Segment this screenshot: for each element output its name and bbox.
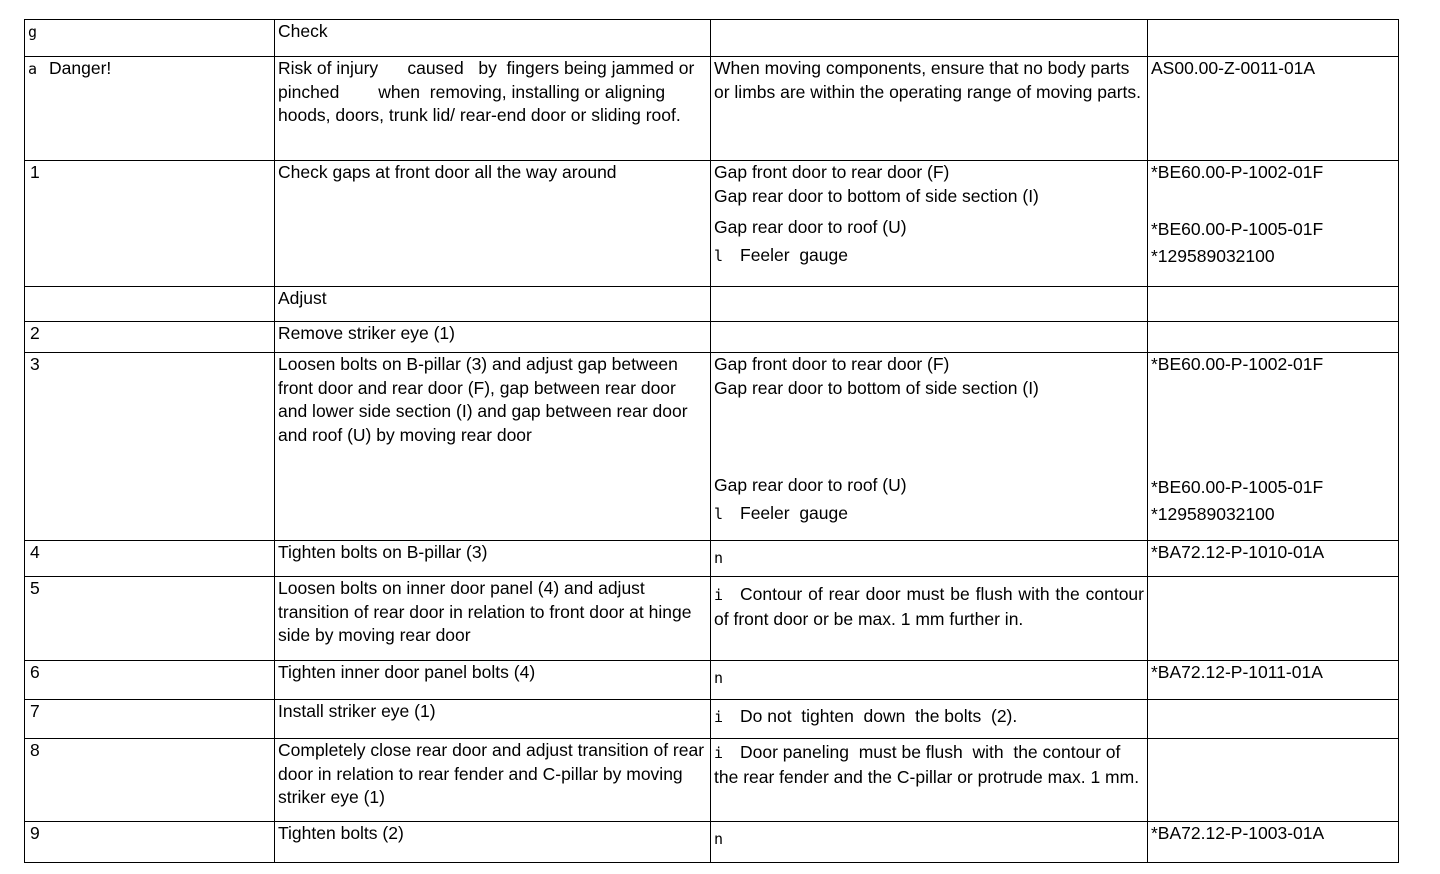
step-action: Remove striker eye (1) <box>278 323 455 343</box>
ref-cell <box>1148 322 1399 353</box>
ref-cell <box>1148 700 1399 739</box>
note-cell <box>711 161 1148 287</box>
document-reference: *BA72.12-P-1010-01A <box>1151 542 1325 562</box>
action-cell <box>275 322 711 353</box>
section-heading-check: Check <box>278 21 328 41</box>
note-cell <box>711 353 1148 541</box>
ref-cell <box>1148 541 1399 577</box>
document-reference: *BE60.00-P-1002-01F <box>1151 354 1324 374</box>
gap-note: Gap front door to rear door (F) <box>714 354 950 374</box>
step-action: Tighten bolts (2) <box>278 823 404 843</box>
table-row <box>25 700 1399 739</box>
note-cell <box>711 822 1148 863</box>
ref-cell <box>1148 661 1399 700</box>
step-number: 6 <box>30 662 40 682</box>
gap-note: Gap rear door to bottom of side section (I) <box>714 185 1039 206</box>
table-row <box>25 541 1399 577</box>
step-action: Tighten bolts on B-pillar (3) <box>278 542 488 562</box>
table-row <box>25 661 1399 700</box>
step-action: Completely close rear door and adjust transition of rear door in relation to rear fender and C-pillar by moving striker eye (1) <box>278 740 705 807</box>
action-cell <box>275 353 711 541</box>
info-note <box>714 583 1144 631</box>
tool-icon: l <box>714 246 724 265</box>
ref-cell <box>1148 287 1399 322</box>
table-row <box>25 577 1399 661</box>
document-reference: *BE60.00-P-1005-01F <box>1151 476 1324 497</box>
document-reference: *BA72.12-P-1011-01A <box>1151 662 1323 682</box>
ref-cell <box>1148 353 1399 541</box>
table-row <box>25 287 1399 322</box>
ref-cell <box>1148 739 1399 822</box>
tool-part-number: *129589032100 <box>1151 246 1275 266</box>
tool-line <box>714 244 1144 269</box>
action-cell <box>275 57 711 161</box>
action-cell <box>275 20 711 57</box>
ref-cell <box>1148 161 1399 287</box>
table-row <box>25 20 1399 57</box>
step-number: 4 <box>30 542 40 562</box>
step-action: Loosen bolts on B-pillar (3) and adjust gap between front door and rear door (F), gap between rear door and lower side section (I) and gap between rear door and roof (U) by moving rear door <box>278 354 688 445</box>
ref-cell <box>1148 57 1399 161</box>
info-icon: i <box>714 708 724 726</box>
tool-name: Feeler gauge <box>740 502 848 523</box>
ref-cell <box>1148 822 1399 863</box>
note-cell <box>711 739 1148 822</box>
symbol-cell <box>25 20 275 57</box>
table-row <box>25 353 1399 541</box>
action-cell <box>275 287 711 322</box>
note-cell <box>711 541 1148 577</box>
info-note <box>714 741 1144 789</box>
check-icon: g <box>28 23 38 41</box>
step-action: Tighten inner door panel bolts (4) <box>278 662 536 682</box>
info-icon: i <box>714 586 724 604</box>
action-cell <box>275 661 711 700</box>
symbol-cell <box>25 57 275 161</box>
step-cell <box>25 661 275 700</box>
step-action: Check gaps at front door all the way around <box>278 162 617 182</box>
note-cell <box>711 661 1148 700</box>
tool-icon: l <box>714 504 724 523</box>
danger-note: When moving components, ensure that no body parts or limbs are within the operating range of moving parts. <box>714 58 1142 102</box>
info-icon: i <box>714 744 724 762</box>
torque-icon: n <box>714 669 724 687</box>
step-number: 7 <box>30 701 40 721</box>
info-note <box>714 705 1144 730</box>
procedure-table <box>24 19 1399 863</box>
section-heading-adjust: Adjust <box>278 288 327 308</box>
symbol-cell <box>25 287 275 322</box>
note-cell <box>711 700 1148 739</box>
note-cell <box>711 322 1148 353</box>
action-cell <box>275 822 711 863</box>
step-number: 3 <box>30 354 40 374</box>
gap-note: Gap rear door to bottom of side section (I) <box>714 377 1039 398</box>
action-cell <box>275 161 711 287</box>
action-cell <box>275 541 711 577</box>
danger-icon: a <box>28 60 38 78</box>
torque-icon: n <box>714 549 724 567</box>
table-row <box>25 822 1399 863</box>
ref-cell <box>1148 20 1399 57</box>
action-cell <box>275 739 711 822</box>
step-cell <box>25 739 275 822</box>
step-number: 2 <box>30 323 40 343</box>
document-reference: *BA72.12-P-1003-01A <box>1151 823 1325 843</box>
step-cell <box>25 541 275 577</box>
step-action: Install striker eye (1) <box>278 701 436 721</box>
danger-text: Risk of injury caused by fingers being jammed or pinched when removing, installing or aligning hoods, doors, trunk lid/ rear-end door or sliding roof. <box>278 58 700 125</box>
table-row <box>25 161 1399 287</box>
step-cell <box>25 577 275 661</box>
step-cell <box>25 700 275 739</box>
torque-icon: n <box>714 830 724 848</box>
step-action: Loosen bolts on inner door panel (4) and adjust transition of rear door in relation to front door at hinge side by moving rear door <box>278 578 692 645</box>
table-row <box>25 739 1399 822</box>
note-cell <box>711 287 1148 322</box>
step-cell <box>25 322 275 353</box>
table-row <box>25 57 1399 161</box>
step-cell <box>25 822 275 863</box>
ref-cell <box>1148 577 1399 661</box>
gap-note: Gap rear door to roof (U) <box>714 475 907 495</box>
action-cell <box>275 577 711 661</box>
info-note-text: Contour of rear door must be flush with the contour of front door or be max. 1 mm further in. <box>714 584 1144 629</box>
step-number: 8 <box>30 740 40 760</box>
action-cell <box>275 700 711 739</box>
note-cell <box>711 577 1148 661</box>
gap-note: Gap front door to rear door (F) <box>714 162 950 182</box>
note-cell <box>711 20 1148 57</box>
note-cell <box>711 57 1148 161</box>
tool-part-number: *129589032100 <box>1151 504 1275 524</box>
info-note-text: Do not tighten down the bolts (2). <box>740 706 1018 726</box>
step-number: 1 <box>30 162 40 182</box>
document-reference: *BE60.00-P-1005-01F <box>1151 218 1324 239</box>
tool-name: Feeler gauge <box>740 244 848 265</box>
step-number: 5 <box>30 578 40 598</box>
table-row <box>25 322 1399 353</box>
step-cell <box>25 161 275 287</box>
info-note-text: Door paneling must be flush with the contour of the rear fender and the C-pillar or protrude max. 1 mm. <box>714 742 1140 787</box>
tool-line <box>714 502 1144 527</box>
danger-label: Danger! <box>49 58 112 78</box>
document-reference: AS00.00-Z-0011-01A <box>1151 58 1316 78</box>
step-cell <box>25 353 275 541</box>
document-reference: *BE60.00-P-1002-01F <box>1151 162 1324 182</box>
gap-note: Gap rear door to roof (U) <box>714 217 907 237</box>
step-number: 9 <box>30 823 40 843</box>
